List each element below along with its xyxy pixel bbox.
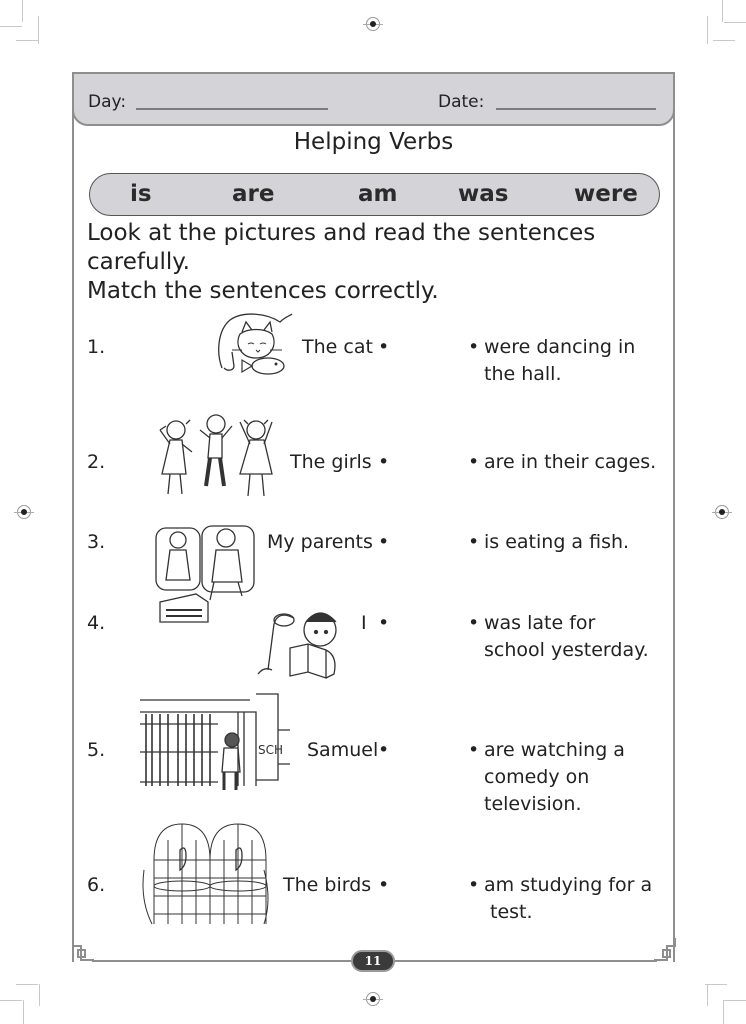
item-number: 6. [87, 874, 106, 896]
predicate-text: • was late for school yesterday. [468, 612, 649, 661]
match-dot-left[interactable]: • [378, 874, 390, 896]
crop-mark [713, 40, 735, 41]
verb-bank [89, 173, 660, 216]
crop-mark [707, 16, 708, 44]
item-number: 5. [87, 739, 106, 761]
match-dot-left[interactable]: • [378, 739, 390, 761]
day-date-header [72, 72, 675, 126]
match-dot-right[interactable]: • [468, 739, 480, 761]
girls-dancing-illustration [152, 408, 282, 504]
crop-mark [705, 984, 727, 985]
crop-mark [724, 22, 746, 23]
subject-text: I [361, 612, 367, 634]
page-number-badge: 11 [351, 950, 395, 972]
predicate-text: • is eating a fish. [468, 529, 629, 556]
subject-text: My parents [267, 531, 373, 553]
subject-text: The birds [283, 874, 372, 896]
frame-corner-ornament-icon [652, 938, 678, 964]
subject-text: Samuel [307, 739, 379, 761]
match-dot-left[interactable]: • [378, 336, 390, 358]
crop-mark [39, 984, 40, 1006]
crop-mark [707, 984, 708, 1006]
verb-am: am [358, 181, 398, 207]
frame-corner-ornament-icon [70, 938, 96, 964]
crop-mark [38, 16, 39, 44]
date-label: Date: [438, 92, 485, 112]
match-dot-right[interactable]: • [468, 874, 480, 896]
crop-mark [16, 984, 38, 985]
boy-at-school-gate-illustration [138, 690, 290, 798]
predicate-text: • are watching a comedy on television. [468, 739, 625, 815]
day-label: Day: [88, 92, 127, 112]
verb-is: is [130, 181, 152, 207]
cat-eating-fish-illustration [212, 312, 296, 376]
instruction-line: Match the sentences correctly. [87, 278, 439, 304]
crop-mark [23, 1000, 24, 1024]
date-field[interactable] [496, 108, 656, 110]
birds-in-cages-illustration [140, 820, 270, 928]
registration-mark-icon [17, 505, 31, 519]
crop-mark [22, 0, 23, 22]
item-number: 4. [87, 612, 106, 634]
crop-mark [724, 1000, 746, 1001]
page-title: Helping Verbs [293, 129, 454, 155]
crop-mark [0, 1000, 22, 1001]
svg-text:SCH: SCH [258, 743, 284, 757]
crop-mark [723, 1000, 724, 1024]
match-dot-left[interactable]: • [378, 451, 390, 473]
match-dot-left[interactable]: • [378, 612, 390, 634]
match-dot-left[interactable]: • [378, 531, 390, 553]
match-dot-right[interactable]: • [468, 612, 480, 634]
registration-mark-icon [366, 992, 380, 1006]
match-dot-right[interactable]: • [468, 451, 480, 473]
crop-mark [16, 40, 38, 41]
verb-were: were [574, 181, 638, 207]
predicate-text: • are in their cages. [468, 449, 656, 476]
subject-text: The cat [302, 336, 373, 358]
match-dot-right[interactable]: • [468, 531, 480, 553]
item-number: 2. [87, 451, 106, 473]
registration-mark-icon [715, 505, 729, 519]
crop-mark [722, 0, 723, 22]
subject-text: The girls [290, 451, 372, 473]
parents-watching-tv-illustration [152, 522, 262, 626]
predicate-text: • were dancing in the hall. [468, 336, 636, 385]
verb-was: was [458, 181, 509, 207]
item-number: 1. [87, 336, 106, 358]
instructions [87, 219, 595, 306]
instruction-line: carefully. [87, 249, 190, 275]
instruction-line: Look at the pictures and read the sentences [87, 220, 596, 246]
match-dot-right[interactable]: • [468, 336, 480, 358]
day-field[interactable] [136, 108, 328, 110]
item-number: 3. [87, 531, 106, 553]
predicate-text: • am studying for a test. [468, 874, 653, 923]
boy-reading-book-illustration [250, 604, 346, 684]
registration-mark-icon [366, 17, 380, 31]
verb-are: are [232, 181, 275, 207]
crop-mark [0, 26, 22, 27]
